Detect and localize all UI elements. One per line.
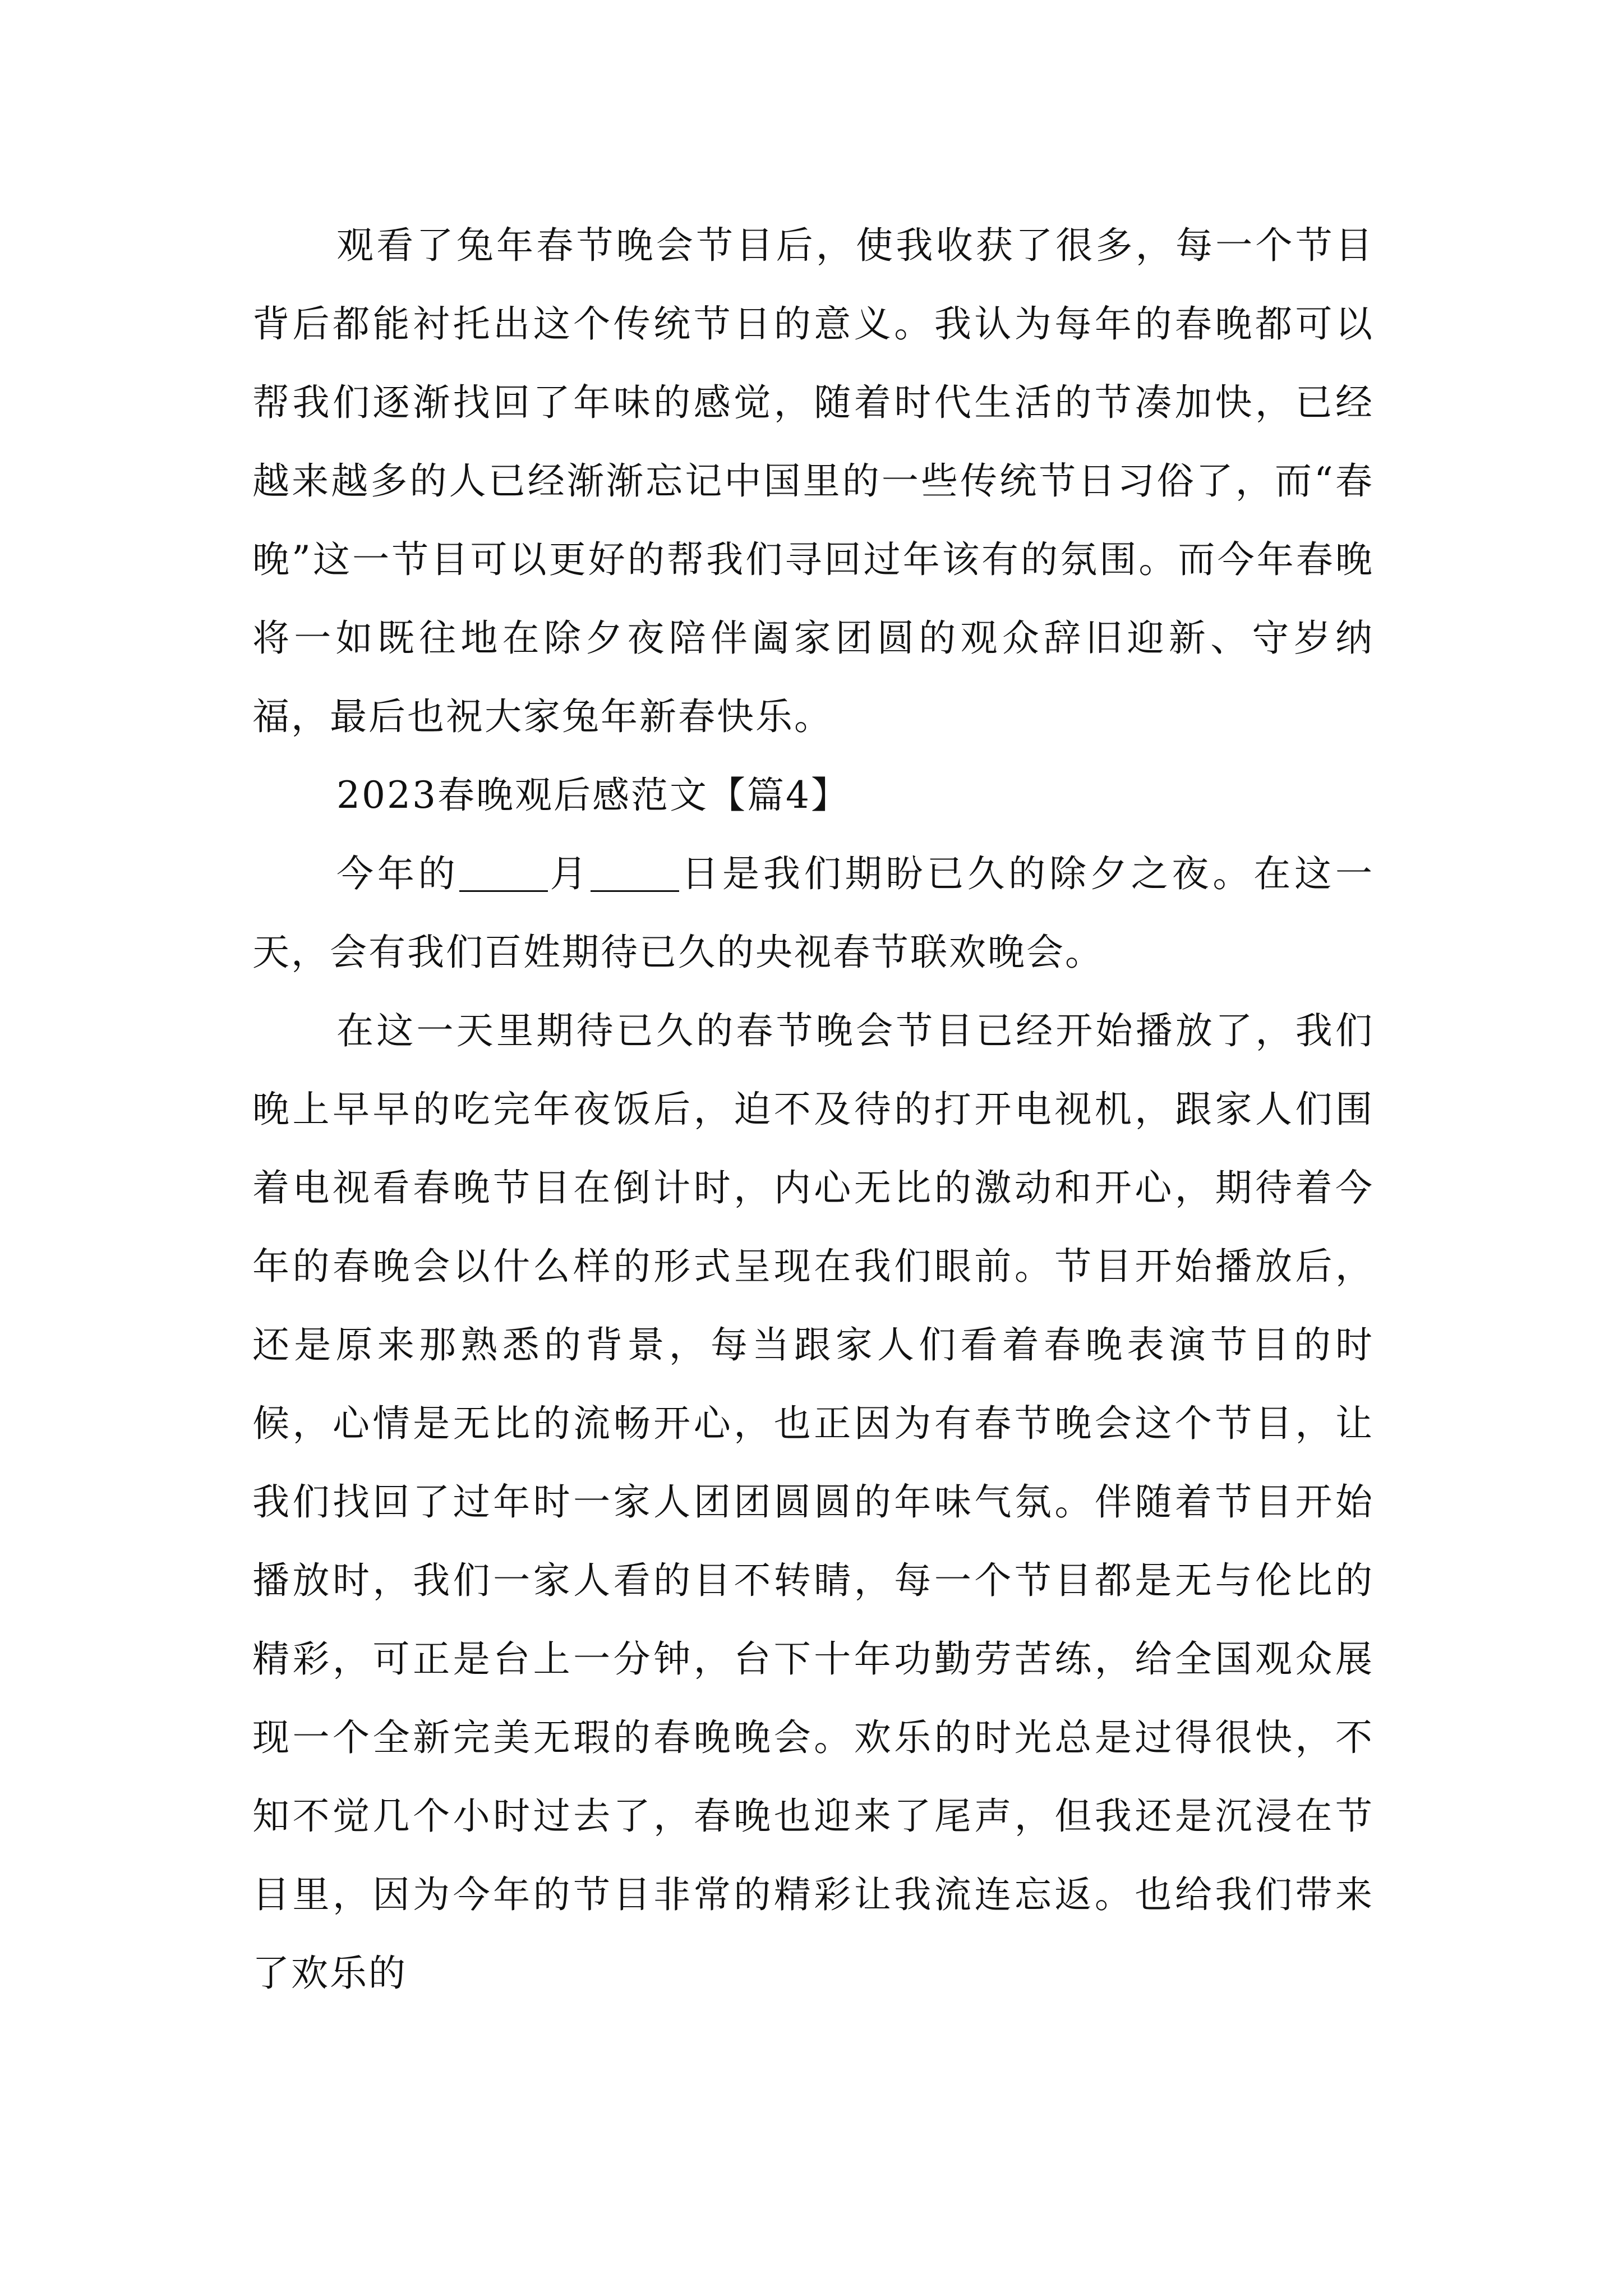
blank-line-month — [459, 853, 548, 892]
paragraph-2-part-2: 月 — [547, 852, 591, 895]
section-heading: 2023春晚观后感范文【篇4】 — [336, 774, 850, 817]
paragraph-2-part-3: 日是我们期盼已久的除夕之夜。在这一天，会有我们百姓期待已久的央视春节联欢晚会。 — [252, 852, 1375, 974]
paragraph-2 — [252, 835, 1374, 992]
blank-line-day — [591, 853, 679, 892]
paragraph-3: 在这一天里期待已久的春节晚会节目已经开始播放了，我们晚上早早的吃完年夜饭后，迫不及待的打开电视机，跟家人们围着电视看春晚节目在倒计时，内心无比的激动和开心，期待着今年的春晚会以什么样的形式呈现在我们眼前。节目开始播放后，还是原来那熟悉的背景，每当跟家人们看着春晚表演节目的时候，心情是无比的流畅开心，也正因为有春节晚会这个节目，让我们找回了过年时一家人团团圆圆的年味气氛。伴随着节目开始播放时，我们一家人看的目不转睛，每一个节目都是无与伦比的精彩，可正是台上一分钟，台下十年功勤劳苦练，给全国观众展现一个全新完美无瑕的春晚晚会。欢乐的时光总是过得很快，不知不觉几个小时过去了，春晚也迎来了尾声，但我还是沉浸在节目里，因为今年的节目非常的精彩让我流连忘返。也给我们带来了欢乐的 — [252, 1009, 1374, 1995]
paragraph-2-part-1: 今年的 — [336, 852, 459, 895]
paragraph-1: 观看了兔年春节晚会节目后，使我收获了很多，每一个节目背后都能衬托出这个传统节日的意义。我认为每年的春晚都可以帮我们逐渐找回了年味的感觉，随着时代生活的节凑加快，已经越来越多的人已经渐渐忘记中国里的一些传统节日习俗了，而“春晚”这一节目可以更好的帮我们寻回过年该有的氛围。而今年春晚将一如既往地在除夕夜陪伴阖家团圆的观众辞旧迎新、守岁纳福，最后也祝大家兔年新春快乐。 — [252, 224, 1374, 738]
document-body — [252, 206, 1374, 2013]
